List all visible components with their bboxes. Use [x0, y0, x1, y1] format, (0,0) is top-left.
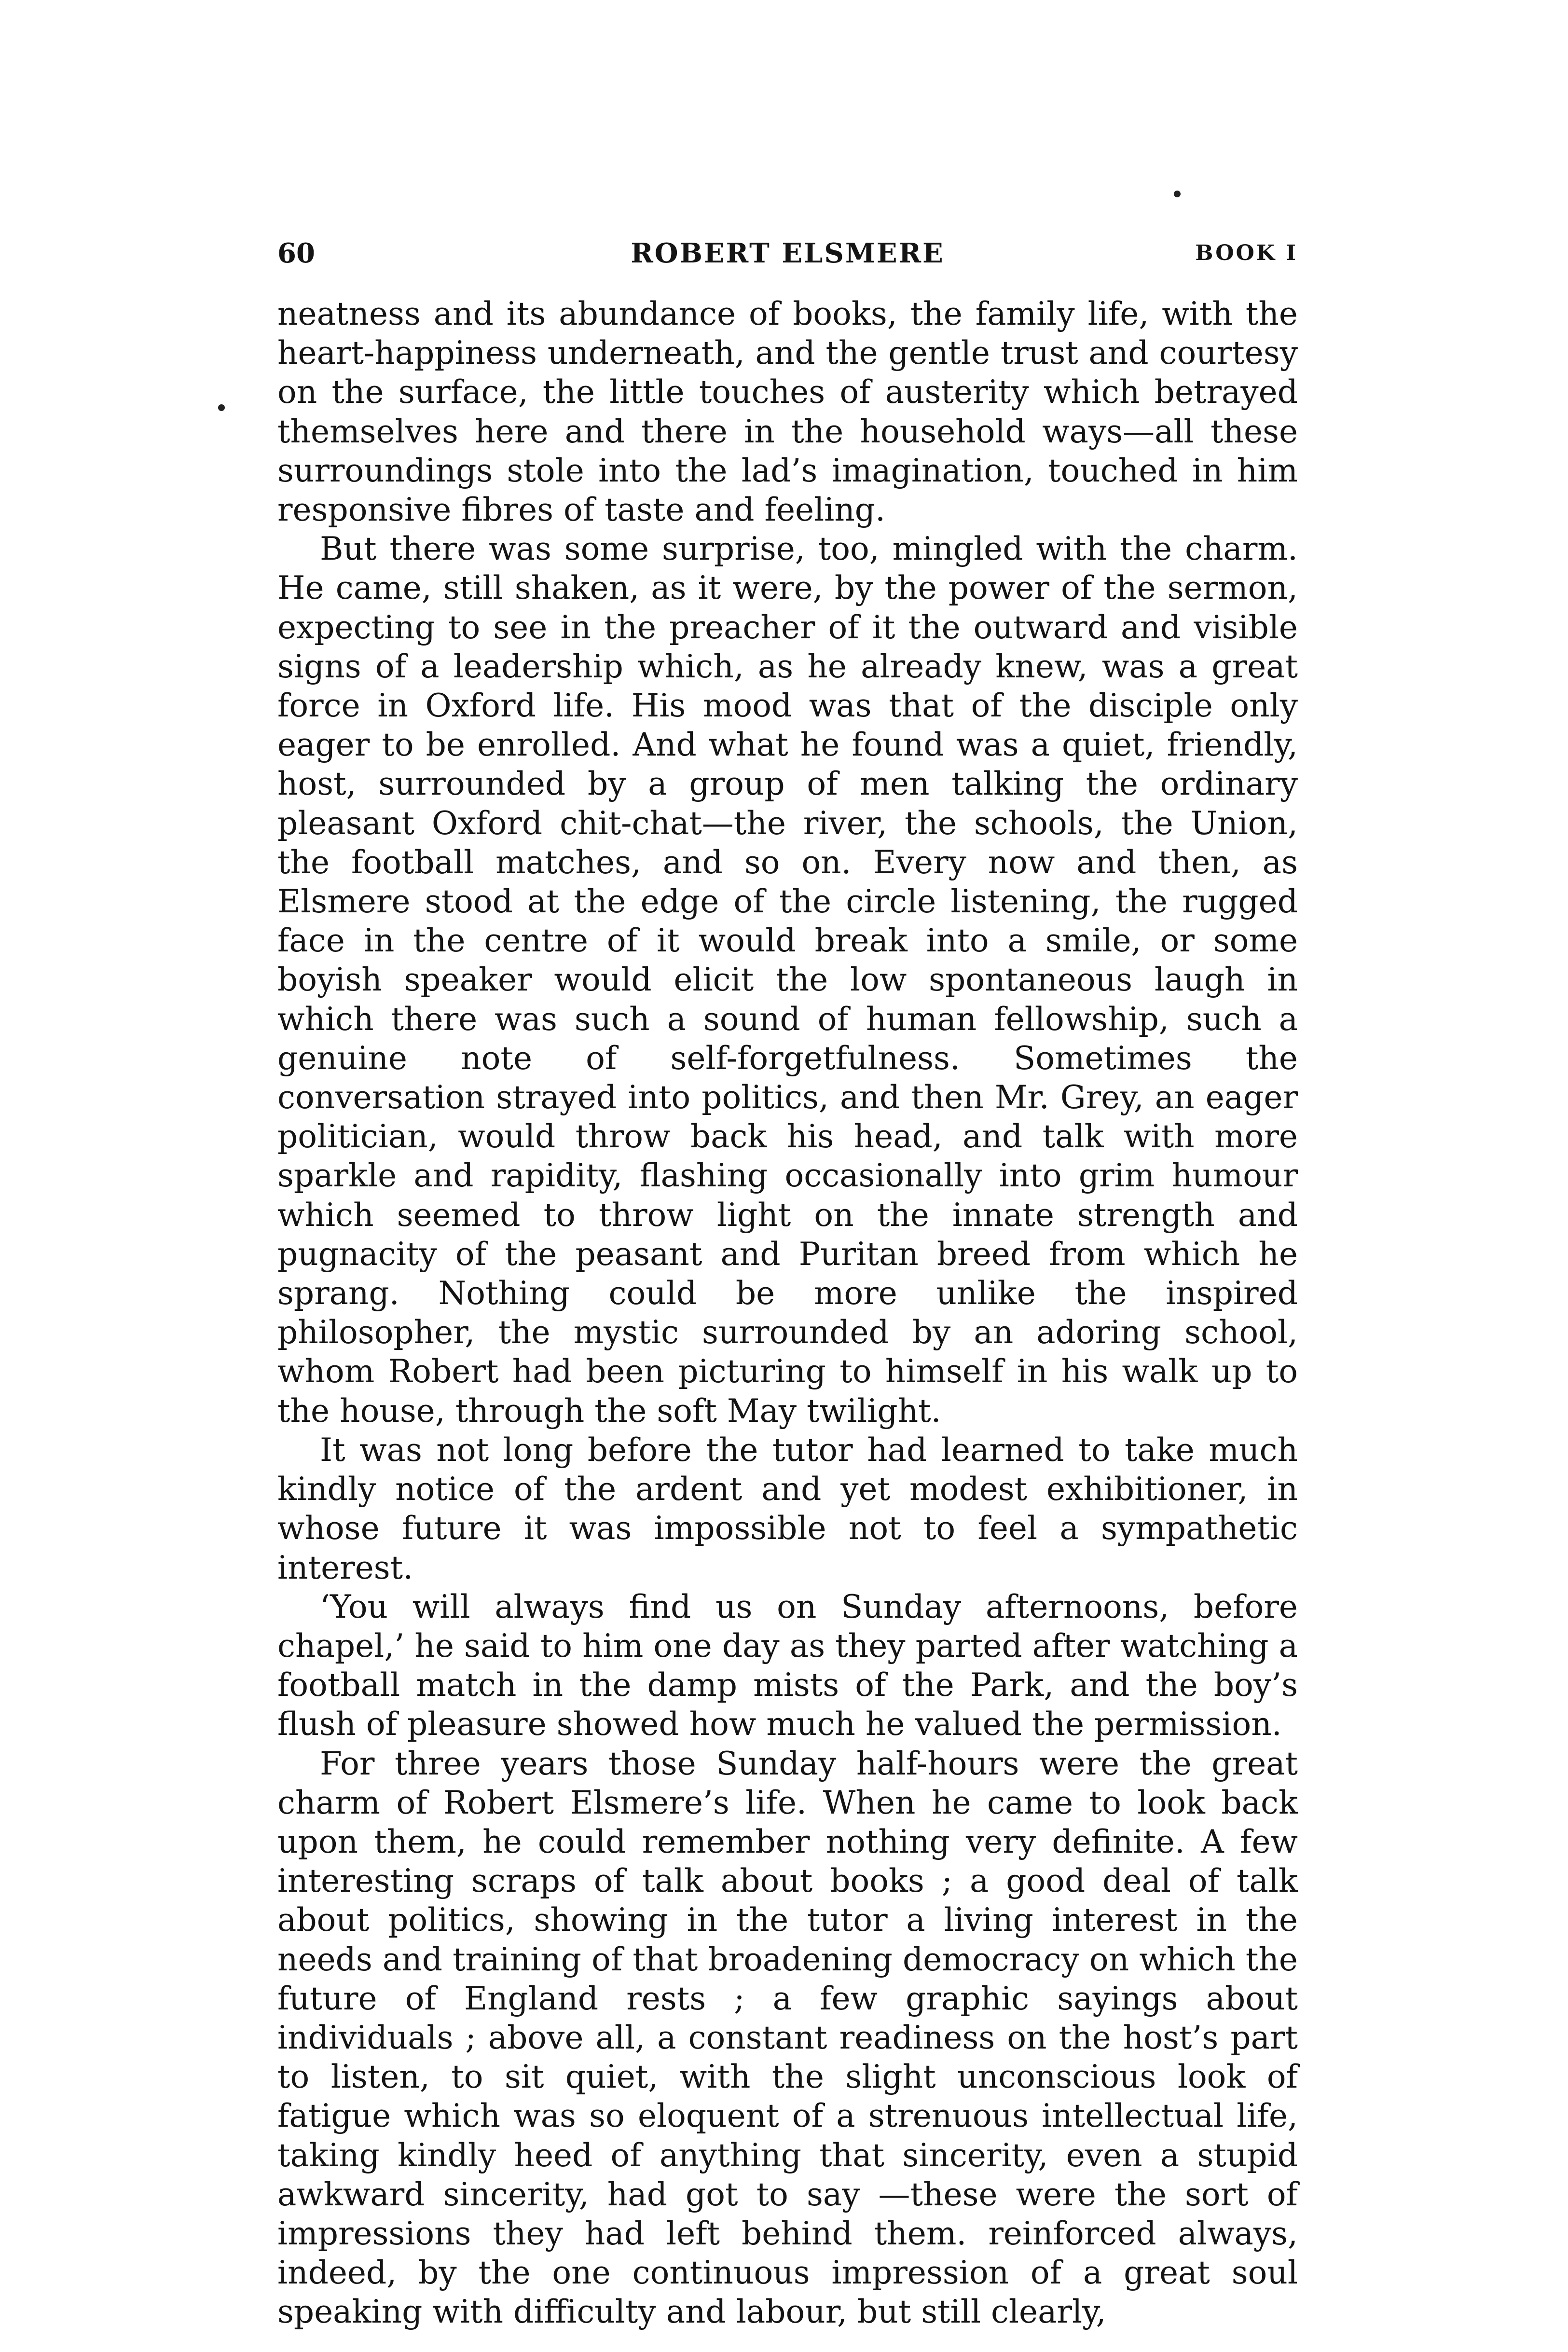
running-title: ROBERT ELSMERE	[631, 237, 945, 269]
book-label: BOOK I	[1195, 241, 1298, 265]
body-text	[277, 294, 1298, 2332]
page-number: 60	[277, 237, 315, 269]
paragraph: But there was some surprise, too, mingled with the charm. He came, still shaken, as it were, by the power of the sermon, expecting to see in the preacher of it the outward and visible signs of a leadership which, as he already knew, was a great force in Oxford life. His mood was that of the disciple only eager to be enrolled. And what he found was a quiet, friendly, host, surrounded by a group of men talking the ordinary pleasant Oxford chit-chat—the river, the schools, the Union, the football matches, and so on. Every now and then, as Elsmere stood at the edge of the circle listening, the rugged face in the centre of it would break into a smile, or some boyish speaker would elicit the low spontaneous laugh in which there was such a sound of human fellowship, such a genuine note of self-forgetfulness. Sometimes the conversation strayed into politics, and then Mr. Grey, an eager politician, would throw back his head, and talk with more sparkle and rapidity, flashing occasionally into grim humour which seemed to throw light on the innate strength and pugnacity of the peasant and Puritan breed from which he sprang. Nothing could be more unlike the inspired philosopher, the mystic surrounded by an adoring school, whom Robert had been picturing to himself in his walk up to the house, through the soft May twilight.	[277, 530, 1298, 1430]
running-head	[277, 232, 1298, 275]
stray-dot-top	[1174, 191, 1181, 197]
paragraph: It was not long before the tutor had learned to take much kindly notice of the ardent and yet modest exhibitioner, in whose future it was impossible not to feel a sympathetic interest.	[277, 1431, 1298, 1586]
paragraph: For three years those Sunday half-hours were the great charm of Robert Elsmere’s life. When he came to look back upon them, he could remember nothing very definite. A few interesting scraps of talk about books ; a good deal of talk about politics, showing in the tutor a living interest in the needs and training of that broadening democracy on which the future of England rests ; a few graphic sayings about individuals ; above all, a constant readiness on the host’s part to listen, to sit quiet, with the slight unconscious look of fatigue which was so eloquent of a strenuous intellectual life, taking kindly heed of anything that sincerity, even a stupid awkward sincerity, had got to say —these were the sort of impressions they had left behind them. reinforced always, indeed, by the one continuous impression of a great soul speaking with difficulty and labour, but still clearly,	[277, 1745, 1298, 2331]
paragraph: ‘You will always find us on Sunday afternoons, before chapel,’ he said to him one day as they parted after watching a football match in the damp mists of the Park, and the boy’s flush of pleasure showed how much he valued the permission.	[277, 1588, 1298, 1743]
stray-dot-margin	[218, 404, 225, 411]
paragraph-continued: neatness and its abundance of books, the family life, with the heart-happiness underneath, and the gentle trust and courtesy on the surface, the little touches of austerity which betrayed themselves here and there in the household ways—all these surroundings stole into the lad’s imagination, touched in him responsive fibres of taste and feeling.	[277, 295, 1298, 529]
